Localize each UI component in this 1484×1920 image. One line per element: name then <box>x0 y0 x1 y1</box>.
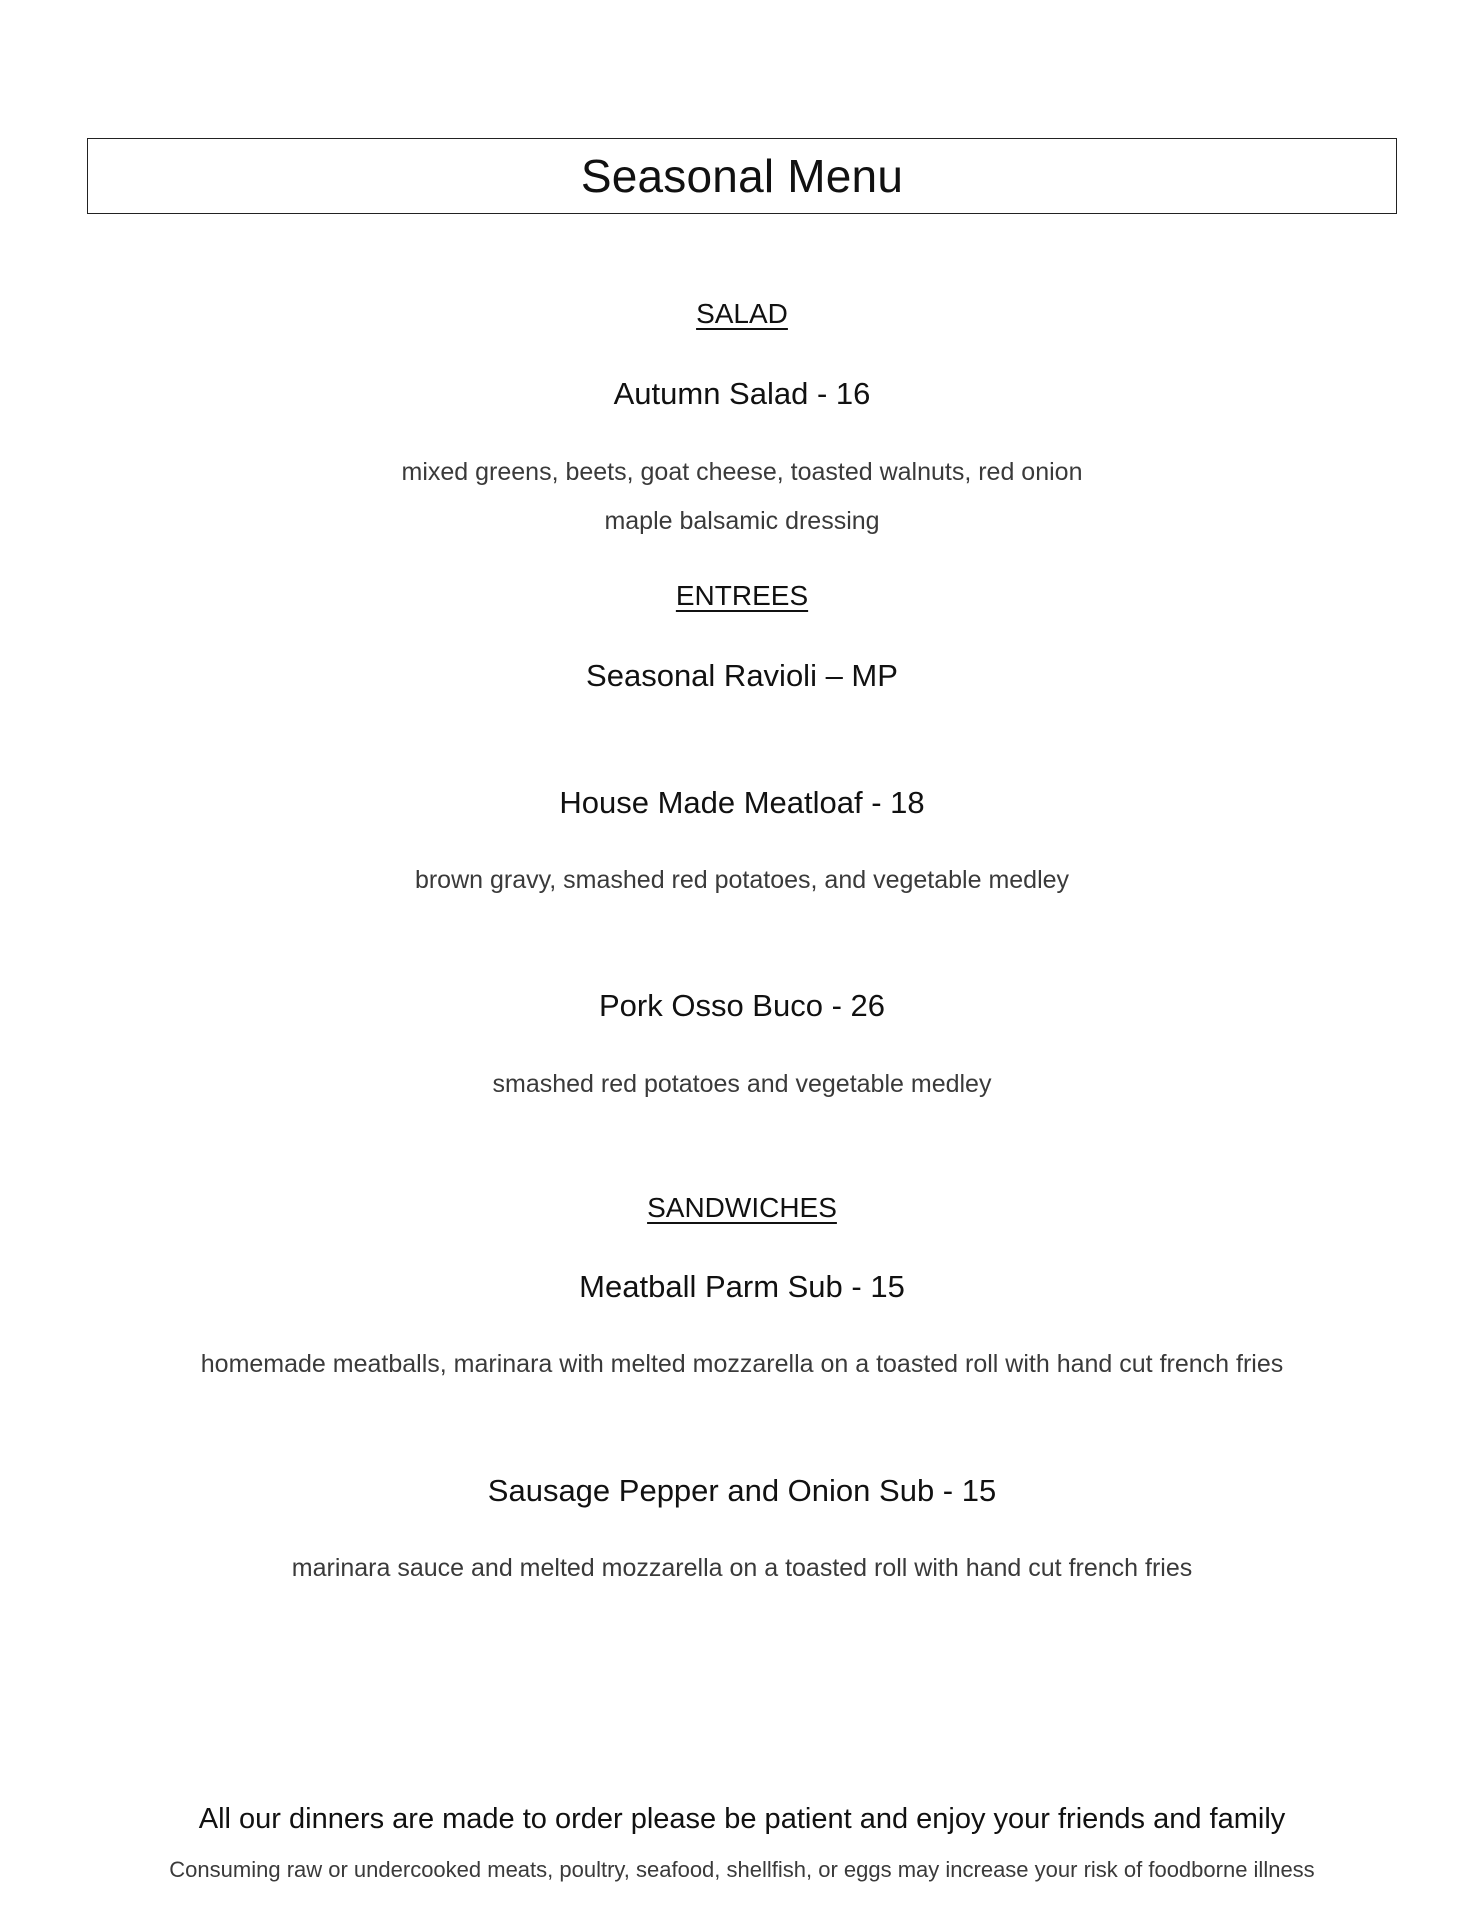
menu-item-autumn-salad: Autumn Salad - 16 <box>613 376 871 411</box>
menu-item-house-made-meatloaf: House Made Meatloaf - 18 <box>559 785 925 820</box>
menu-item-seasonal-ravioli: Seasonal Ravioli – MP <box>586 658 898 693</box>
menu-item-description: homemade meatballs, marinara with melted mozzarella on a toasted roll with hand cut french fries <box>200 1350 1284 1378</box>
menu-item-description: brown gravy, smashed red potatoes, and vegetable medley <box>414 866 1070 894</box>
menu-item-description: smashed red potatoes and vegetable medley <box>492 1070 992 1098</box>
title-box <box>87 138 1397 214</box>
section-heading-entrees: ENTREES <box>675 580 809 611</box>
section-heading-sandwiches: SANDWICHES <box>647 1192 837 1223</box>
menu-item-meatball-parm-sub: Meatball Parm Sub - 15 <box>579 1269 905 1304</box>
footer-note: All our dinners are made to order please be patient and enjoy your friends and family <box>198 1803 1286 1835</box>
menu-item-pork-osso-buco: Pork Osso Buco - 26 <box>598 988 885 1023</box>
menu-item-description: mixed greens, beets, goat cheese, toasted walnuts, red onion <box>401 458 1083 486</box>
menu-item-description: maple balsamic dressing <box>604 507 880 535</box>
section-heading-salad: SALAD <box>696 298 788 329</box>
menu-item-sausage-pepper-onion-sub: Sausage Pepper and Onion Sub - 15 <box>487 1473 997 1508</box>
page-title: Seasonal Menu <box>580 150 904 202</box>
menu-item-description: marinara sauce and melted mozzarella on a toasted roll with hand cut french fries <box>291 1554 1193 1582</box>
footer-warning: Consuming raw or undercooked meats, poultry, seafood, shellfish, or eggs may increase your risk of foodborne illness <box>169 1857 1315 1882</box>
